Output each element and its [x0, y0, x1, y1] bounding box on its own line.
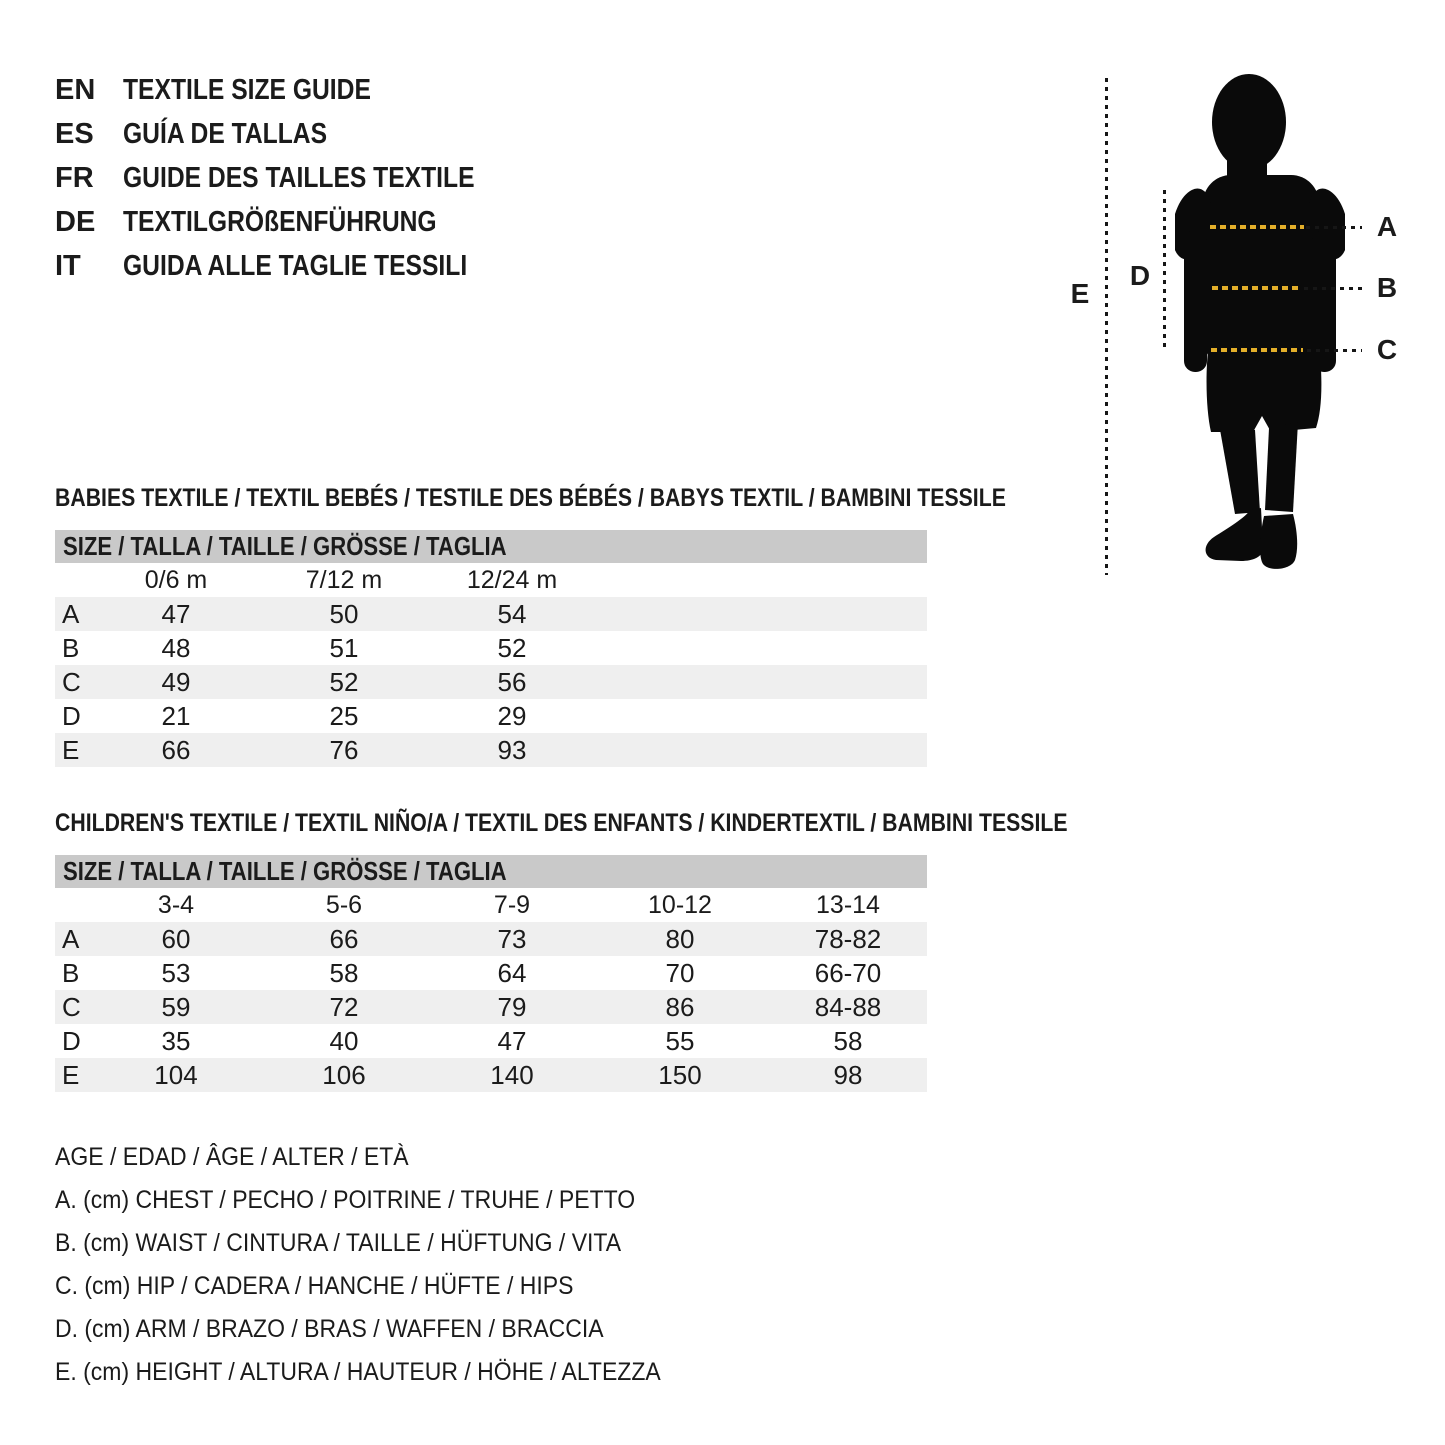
value-cell: 140: [490, 1059, 534, 1090]
row-label: D: [62, 700, 81, 731]
value-cell: 54: [497, 598, 527, 629]
language-title: GUIDA ALLE TAGLIE TESSILI: [123, 249, 468, 282]
value-cell: 48: [161, 632, 191, 663]
value-cell: 78-82: [814, 923, 882, 954]
section-title: CHILDREN'S TEXTILE / TEXTIL NIÑO/A / TEXTIL DES ENFANTS / KINDERTEXTIL / BAMBINI TESSILE: [55, 809, 1068, 837]
language-code: DE: [55, 205, 96, 238]
row-label: B: [62, 632, 80, 663]
row-label: B: [62, 957, 80, 988]
label-c: C: [1376, 334, 1398, 365]
language-title: TEXTILE SIZE GUIDE: [123, 73, 371, 106]
table-row: [55, 922, 927, 956]
value-cell: 25: [329, 700, 359, 731]
table-row: [55, 1024, 927, 1058]
row-label: C: [62, 666, 81, 697]
legend-line: AGE / EDAD / ÂGE / ALTER / ETÀ: [55, 1143, 409, 1171]
language-title: GUIDE DES TAILLES TEXTILE: [123, 161, 475, 194]
column-header: 7/12 m: [305, 565, 383, 594]
value-cell: 53: [161, 957, 191, 988]
value-cell: 51: [329, 632, 359, 663]
column-header-row: [55, 563, 927, 597]
value-cell: 64: [497, 957, 527, 988]
value-cell: 58: [329, 957, 359, 988]
table-body: [55, 597, 927, 767]
value-cell: 72: [329, 991, 359, 1022]
size-header-bar: [55, 530, 927, 563]
table-row: [55, 733, 927, 767]
label-b: B: [1376, 272, 1398, 303]
value-cell: 79: [497, 991, 527, 1022]
column-header: 5-6: [325, 890, 363, 919]
chest-dash-line: [1210, 225, 1304, 229]
language-title-block: [55, 68, 537, 288]
table-row: [55, 665, 927, 699]
lang-row-en: [55, 68, 537, 112]
measurement-legend: [55, 1136, 713, 1394]
value-cell: 55: [665, 1025, 695, 1056]
value-cell: 73: [497, 923, 527, 954]
lang-row-es: [55, 112, 537, 156]
value-cell: 66: [161, 734, 191, 765]
value-cell: 93: [497, 734, 527, 765]
table-row: [55, 631, 927, 665]
legend-line: B. (cm) WAIST / CINTURA / TAILLE / HÜFTUNG / VITA: [55, 1229, 622, 1257]
value-cell: 59: [161, 991, 191, 1022]
value-cell: 84-88: [814, 991, 882, 1022]
value-cell: 86: [665, 991, 695, 1022]
hip-dash-line: [1211, 348, 1303, 352]
value-cell: 50: [329, 598, 359, 629]
value-cell: 76: [329, 734, 359, 765]
column-header: 12/24 m: [466, 565, 558, 594]
value-cell: 56: [497, 666, 527, 697]
value-cell: 98: [833, 1059, 863, 1090]
size-header-label: SIZE / TALLA / TAILLE / GRÖSSE / TAGLIA: [63, 856, 507, 886]
table-row: [55, 990, 927, 1024]
table-row: [55, 699, 927, 733]
value-cell: 35: [161, 1025, 191, 1056]
column-header: 7-9: [493, 890, 531, 919]
language-code: FR: [55, 161, 94, 194]
value-cell: 150: [658, 1059, 702, 1090]
height-dotted-line-e: [1105, 78, 1108, 575]
column-header: 3-4: [157, 890, 195, 919]
arm-dotted-line-d: [1163, 190, 1166, 348]
value-cell: 106: [322, 1059, 366, 1090]
value-cell: 58: [833, 1025, 863, 1056]
value-cell: 80: [665, 923, 695, 954]
row-label: A: [62, 598, 80, 629]
value-cell: 21: [161, 700, 191, 731]
language-title: TEXTILGRÖßENFÜHRUNG: [123, 205, 437, 238]
value-cell: 104: [154, 1059, 198, 1090]
table-body: [55, 922, 927, 1092]
lang-row-de: [55, 200, 537, 244]
row-label: C: [62, 991, 81, 1022]
column-header: 0/6 m: [144, 565, 208, 594]
value-cell: 47: [497, 1025, 527, 1056]
children-table-section: [55, 808, 1068, 1092]
legend-line: C. (cm) HIP / CADERA / HANCHE / HÜFTE / HIPS: [55, 1272, 574, 1300]
babies-table-section: [55, 483, 1006, 767]
hip-dot-connector: [1307, 349, 1362, 352]
child-silhouette: [1175, 72, 1345, 572]
value-cell: 40: [329, 1025, 359, 1056]
value-cell: 49: [161, 666, 191, 697]
legend-line: E. (cm) HEIGHT / ALTURA / HAUTEUR / HÖHE / ALTEZZA: [55, 1358, 661, 1386]
waist-dot-connector: [1304, 287, 1362, 290]
value-cell: 66: [329, 923, 359, 954]
row-label: E: [62, 734, 80, 765]
label-e: E: [1070, 278, 1090, 309]
size-header-bar: [55, 855, 927, 888]
section-title: BABIES TEXTILE / TEXTIL BEBÉS / TESTILE DES BÉBÉS / BABYS TEXTIL / BAMBINI TESSILE: [55, 484, 1006, 512]
column-header-row: [55, 888, 927, 922]
table-row: [55, 1058, 927, 1092]
column-header: 13-14: [816, 890, 880, 919]
size-header-label: SIZE / TALLA / TAILLE / GRÖSSE / TAGLIA: [63, 531, 507, 561]
legend-line: D. (cm) ARM / BRAZO / BRAS / WAFFEN / BRACCIA: [55, 1315, 604, 1343]
label-a: A: [1376, 211, 1398, 242]
column-header: 10-12: [648, 890, 712, 919]
value-cell: 47: [161, 598, 191, 629]
table-row: [55, 956, 927, 990]
waist-dash-line: [1212, 286, 1300, 290]
row-label: D: [62, 1025, 81, 1056]
value-cell: 70: [665, 957, 695, 988]
language-title: GUÍA DE TALLAS: [123, 117, 328, 150]
lang-row-it: [55, 244, 537, 288]
language-code: IT: [55, 249, 81, 282]
row-label: A: [62, 923, 80, 954]
lang-row-fr: [55, 156, 537, 200]
value-cell: 66-70: [814, 957, 882, 988]
row-label: E: [62, 1059, 80, 1090]
language-code: ES: [55, 117, 94, 150]
value-cell: 29: [497, 700, 527, 731]
value-cell: 52: [329, 666, 359, 697]
value-cell: 60: [161, 923, 191, 954]
table-row: [55, 597, 927, 631]
legend-line: A. (cm) CHEST / PECHO / POITRINE / TRUHE / PETTO: [55, 1186, 636, 1214]
value-cell: 52: [497, 632, 527, 663]
language-code: EN: [55, 73, 96, 106]
label-d: D: [1129, 260, 1151, 291]
chest-dot-connector: [1306, 226, 1362, 229]
